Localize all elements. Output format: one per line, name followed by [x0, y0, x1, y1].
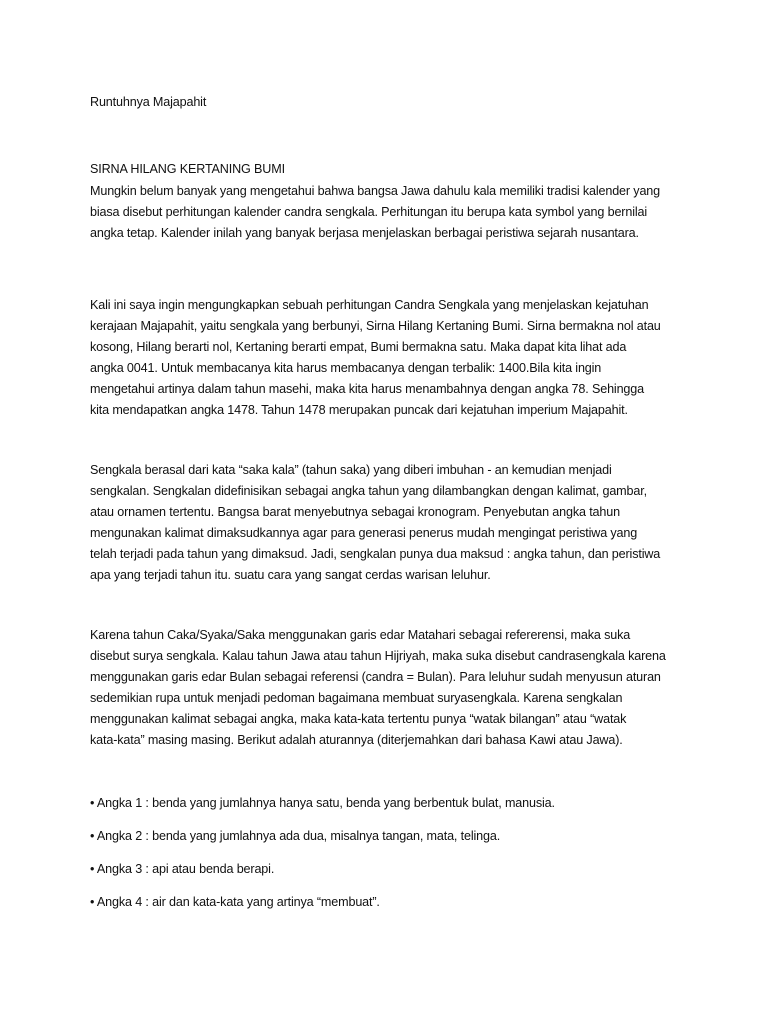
document-title: Runtuhnya Majapahit — [90, 95, 207, 109]
bullet-item-angka-1: • Angka 1 : benda yang jumlahnya hanya satu, benda yang berbentuk bulat, manusia. — [90, 796, 555, 810]
paragraph-line: atau ornamen tertentu. Bangsa barat menyebutnya sebagai kronogram. Penyebutan angka tahun — [90, 505, 620, 519]
paragraph-line: sengkalan. Sengkalan didefinisikan sebagai angka tahun yang dilambangkan dengan kalimat, gambar, — [90, 484, 647, 498]
bullet-item-angka-2: • Angka 2 : benda yang jumlahnya ada dua, misalnya tangan, mata, telinga. — [90, 829, 501, 843]
paragraph-line: menggunakan kalimat sebagai angka, maka kata-kata tertentu punya “watak bilangan” atau “watak — [90, 712, 627, 726]
bullet-item-angka-4: • Angka 4 : air dan kata-kata yang artinya “membuat”. — [90, 895, 380, 909]
paragraph-line: mengetahui artinya dalam tahun masehi, maka kita harus menambahnya dengan angka 78. Sehingga — [90, 382, 644, 396]
paragraph-line: angka tetap. Kalender inilah yang banyak berjasa menjelaskan berbagai peristiwa sejarah nusantara. — [90, 226, 639, 240]
section-heading: SIRNA HILANG KERTANING BUMI — [90, 162, 285, 176]
paragraph-line: Sengkala berasal dari kata “saka kala” (tahun saka) yang diberi imbuhan - an kemudian menjadi — [90, 463, 612, 477]
paragraph-majapahit-sengkala — [90, 295, 690, 421]
paragraph-line: disebut surya sengkala. Kalau tahun Jawa atau tahun Hijriyah, maka suka disebut candrasengkala karena — [90, 649, 666, 663]
paragraph-line: sedemikian rupa untuk menjadi pedoman bagaimana membuat suryasengkala. Karena sengkalan — [90, 691, 623, 705]
paragraph-sengkala-definition — [90, 460, 690, 586]
paragraph-line: kosong, Hilang berarti nol, Kertaning berarti empat, Bumi bermakna satu. Maka dapat kita lihat ada — [90, 340, 627, 354]
paragraph-line: kerajaan Majapahit, yaitu sengkala yang berbunyi, Sirna Hilang Kertaning Bumi. Sirna bermakna nol atau — [90, 319, 661, 333]
paragraph-line: angka 0041. Untuk membacanya kita harus membacanya dengan terbalik: 1400.Bila kita ingin — [90, 361, 602, 375]
paragraph-line: kata-kata” masing masing. Berikut adalah aturannya (diterjemahkan dari bahasa Kawi atau Jawa). — [90, 733, 623, 747]
paragraph-line: Mungkin belum banyak yang mengetahui bahwa bangsa Jawa dahulu kala memiliki tradisi kalender yang — [90, 184, 661, 198]
bullet-item-angka-3: • Angka 3 : api atau benda berapi. — [90, 862, 275, 876]
paragraph-line: apa yang terjadi tahun itu. suatu cara yang sangat cerdas warisan leluhur. — [90, 568, 491, 582]
document-page — [90, 0, 690, 1024]
paragraph-line: biasa disebut perhitungan kalender candra sengkala. Perhitungan itu berupa kata symbol yang bernilai — [90, 205, 647, 219]
paragraph-line: telah terjadi pada tahun yang dimaksud. Jadi, sengkalan punya dua maksud : angka tahun, dan peristiwa — [90, 547, 661, 561]
paragraph-line: Kali ini saya ingin mengungkapkan sebuah perhitungan Candra Sengkala yang menjelaskan kejatuhan — [90, 298, 649, 312]
paragraph-line: menggunakan garis edar Bulan sebagai referensi (candra = Bulan). Para leluhur sudah menyusun aturan — [90, 670, 661, 684]
paragraph-surya-candra-sengkala — [90, 625, 690, 751]
paragraph-calendar-intro — [90, 181, 690, 244]
paragraph-line: mengunakan kalimat dimaksudkannya agar para generasi penerus mudah mengingat peristiwa yang — [90, 526, 638, 540]
paragraph-line: kita mendapatkan angka 1478. Tahun 1478 merupakan puncak dari kejatuhan imperium Majapahit. — [90, 403, 628, 417]
paragraph-line: Karena tahun Caka/Syaka/Saka menggunakan garis edar Matahari sebagai refererensi, maka suka — [90, 628, 631, 642]
